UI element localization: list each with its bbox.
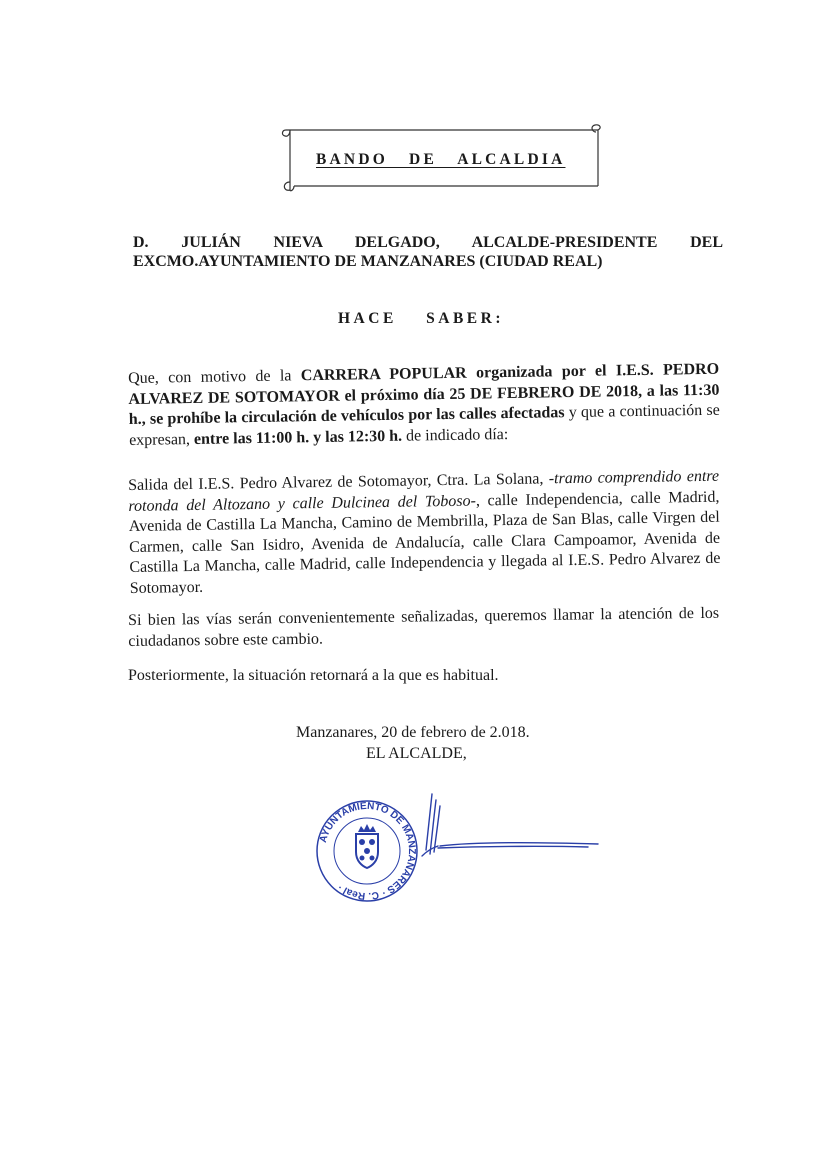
bold-run: CARRERA POPULAR organizada por el I.E.S. PEDRO ALVAREZ DE SOTOMAYOR el próximo día 25 DE FEBRERO DE 2018, a las 11:30 h., se prohíbe la circulación de vehículos por las calles afectadas	[128, 360, 720, 428]
mayor-heading	[133, 233, 723, 271]
text-run: Que, con motivo de la	[128, 367, 301, 387]
stamp-text: AYUNTAMIENTO DE MANZANARES · C. Real ·	[317, 800, 418, 902]
hace-saber-heading: HACE SABER:	[338, 310, 505, 327]
announcement-paragraph	[128, 360, 720, 451]
bold-run: entre las 11:00 h. y las 12:30 h.	[193, 427, 403, 448]
signature-role: EL ALCALDE,	[366, 745, 467, 762]
mayor-line-1: D. JULIÁN NIEVA DELGADO, ALCALDE-PRESIDENTE DEL	[133, 234, 723, 251]
text-run: -, calle Independencia, calle Madrid, Avenida de Castilla La Mancha, Camino de Membrilla, Plaza de San Blas, calle Virgen del Carmen, calle San Isidro, Avenida de Andalucía, calle Clara Campoamor, Avenida de Castilla La Mancha, calle Madrid, calle Independencia y llegada al I.E.S. Pedro Alvarez de Sotomayor.	[128, 488, 721, 597]
closing-paragraph: Posteriormente, la situación retornará a la que es habitual.	[128, 667, 499, 684]
italic-run: tramo comprendido entre rotonda del Altozano y calle Dulcinea del Toboso	[128, 467, 720, 515]
route-paragraph	[128, 467, 721, 599]
coat-of-arms-icon	[356, 824, 378, 868]
text-run: Salida del I.E.S. Pedro Alvarez de Sotomayor, Ctra. La Solana, -	[128, 470, 555, 494]
mayor-signature-icon	[412, 792, 612, 872]
official-stamp-icon	[312, 796, 422, 906]
notice-paragraph: Si bien las vías serán convenientemente señalizadas, queremos llamar la atención de los ciudadanos sobre este cambio.	[128, 604, 720, 650]
text-run: de indicado día:	[401, 425, 509, 445]
signature-date: Manzanares, 20 de febrero de 2.018.	[296, 724, 530, 741]
page-title: BANDO DE ALCALDIA	[316, 151, 566, 168]
text-run: y que a continuación se expresan,	[128, 401, 720, 449]
mayor-line-2: EXCMO.AYUNTAMIENTO DE MANZANARES (CIUDAD REAL)	[133, 253, 603, 270]
